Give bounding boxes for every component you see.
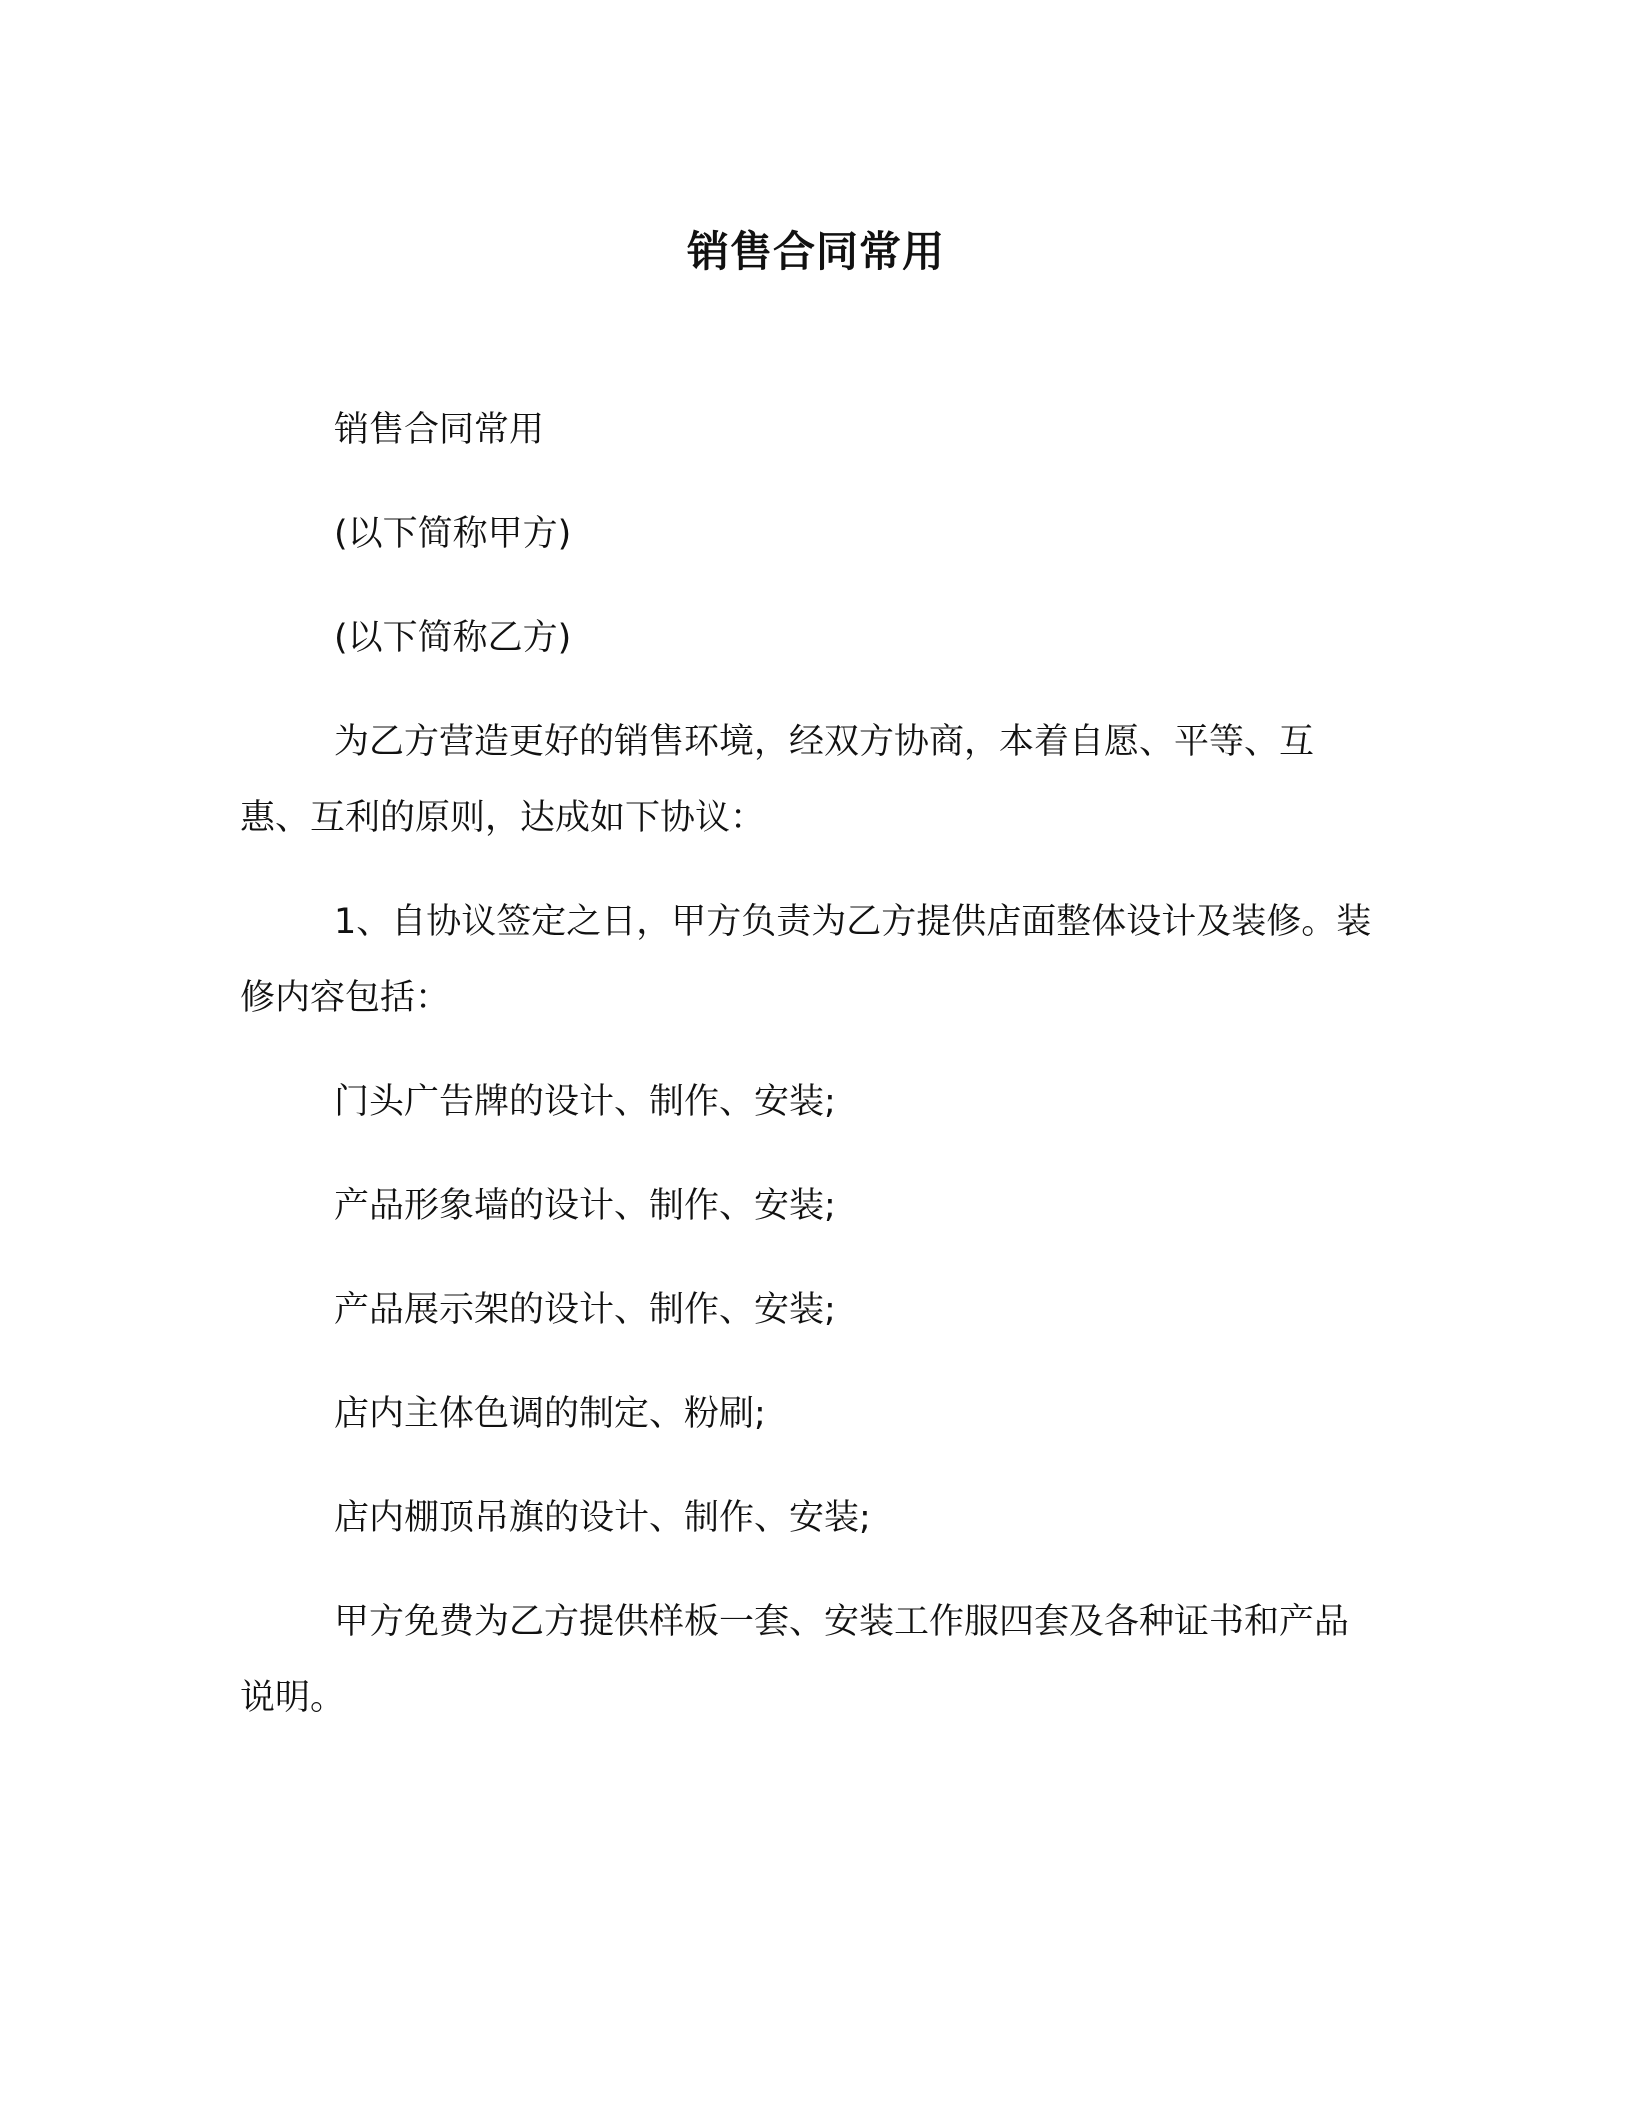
paragraph-clause-1: 1、自协议签定之日，甲方负责为乙方提供店面整体设计及装修。装修内容包括： [240, 902, 1372, 1018]
paragraph-item-image-wall: 产品形象墙的设计、制作、安装; [334, 1186, 836, 1226]
paragraph-item-ceiling-flags: 店内棚顶吊旗的设计、制作、安装; [334, 1498, 871, 1538]
paragraph-preamble: 为乙方营造更好的销售环境，经双方协商，本着自愿、平等、互惠、互利的原则，达成如下协议： [240, 722, 1315, 838]
paragraph-party-a: (以下简称甲方) [334, 514, 572, 554]
paragraph-party-b: (以下简称乙方) [334, 618, 572, 658]
document-title: 销售合同常用 [686, 227, 945, 276]
paragraph-item-display-rack: 产品展示架的设计、制作、安装; [334, 1290, 836, 1330]
paragraph-item-signboard: 门头广告牌的设计、制作、安装; [334, 1082, 836, 1122]
paragraph-subtitle: 销售合同常用 [334, 410, 545, 450]
document-body [240, 392, 1380, 1764]
paragraph-free-samples: 甲方免费为乙方提供样板一套、安装工作服四套及各种证书和产品说明。 [240, 1602, 1350, 1718]
paragraph-item-color-scheme: 店内主体色调的制定、粉刷; [334, 1394, 766, 1434]
